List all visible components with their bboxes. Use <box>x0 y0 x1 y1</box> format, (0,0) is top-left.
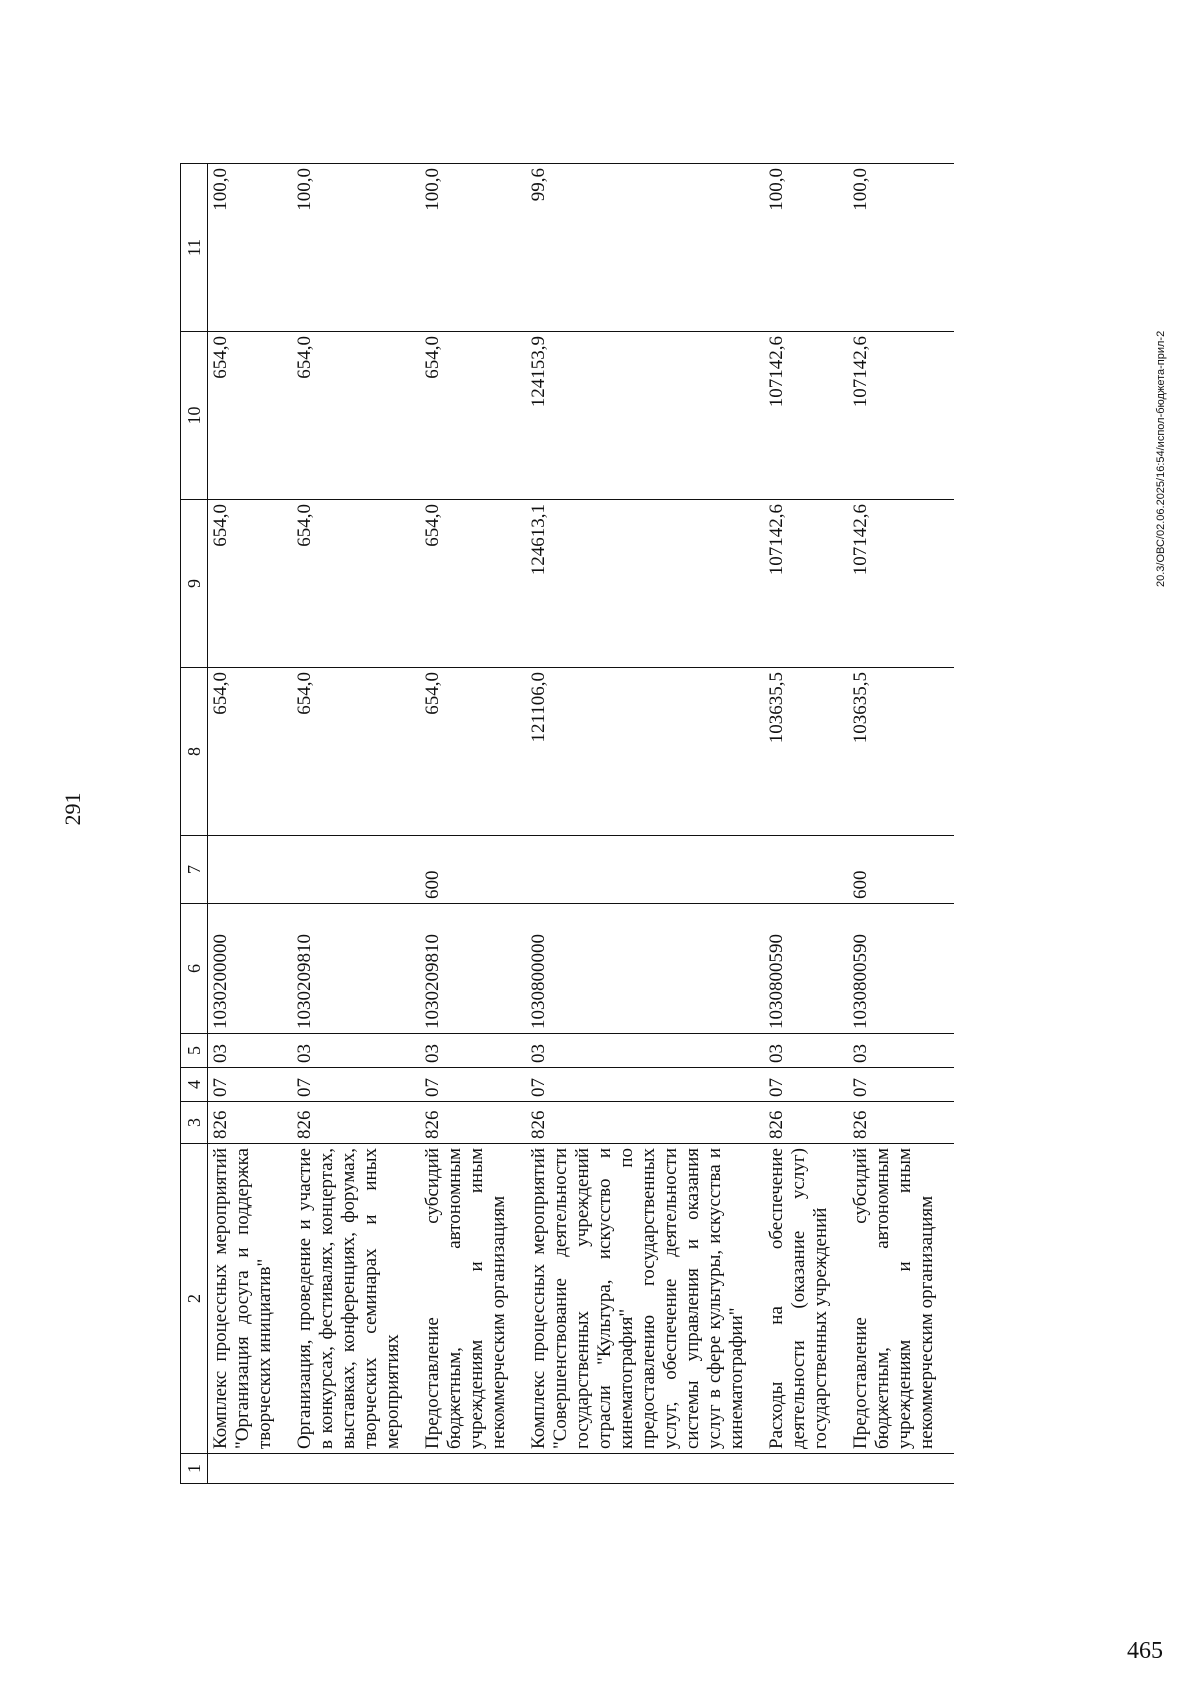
column-header: 8 <box>181 668 208 836</box>
value-8: 121106,0 <box>526 668 764 836</box>
code-6: 1030200000 <box>208 904 293 1034</box>
value-11: 99,6 <box>526 164 764 332</box>
table-row <box>764 164 848 1484</box>
value-10: 124153,9 <box>526 332 764 500</box>
column-header: 5 <box>181 1034 208 1068</box>
code-7 <box>764 836 848 904</box>
value-10: 654,0 <box>292 332 420 500</box>
value-10: 654,0 <box>208 332 293 500</box>
column-header: 6 <box>181 904 208 1034</box>
code-3: 826 <box>526 1102 764 1144</box>
code-5: 03 <box>764 1034 848 1068</box>
row-number <box>292 1454 420 1484</box>
row-name: Расходы на обеспечение деятельности (оказание услуг) государственных учреждений <box>764 1144 848 1454</box>
code-7 <box>292 836 420 904</box>
table-row <box>292 164 420 1484</box>
row-name: Предоставление субсидий бюджетным, автономным учреждениям и иным некоммерческим организациям <box>848 1144 954 1454</box>
table-row <box>526 164 764 1484</box>
table-row <box>420 164 526 1484</box>
value-10: 654,0 <box>420 332 526 500</box>
value-8: 654,0 <box>292 668 420 836</box>
value-9: 654,0 <box>420 500 526 668</box>
code-7: 600 <box>848 836 954 904</box>
code-3: 826 <box>848 1102 954 1144</box>
code-4: 07 <box>848 1068 954 1102</box>
row-number <box>848 1454 954 1484</box>
value-9: 654,0 <box>208 500 293 668</box>
code-6: 1030209810 <box>420 904 526 1034</box>
column-header: 7 <box>181 836 208 904</box>
row-name: Комплекс процессных мероприятий "Организация досуга и поддержка творческих инициатив" <box>208 1144 293 1454</box>
code-6: 1030209810 <box>292 904 420 1034</box>
document-reference: 20.3/ОВС/02.06.2025/16:54/испол-бюджета-прил-2 <box>1155 330 1167 587</box>
column-header: 10 <box>181 332 208 500</box>
value-10: 107142,6 <box>764 332 848 500</box>
code-7 <box>526 836 764 904</box>
value-11: 100,0 <box>208 164 293 332</box>
code-4: 07 <box>764 1068 848 1102</box>
value-9: 654,0 <box>292 500 420 668</box>
row-number <box>764 1454 848 1484</box>
code-4: 07 <box>526 1068 764 1102</box>
column-header: 1 <box>181 1454 208 1484</box>
table-row <box>848 164 954 1484</box>
code-3: 826 <box>764 1102 848 1144</box>
code-5: 03 <box>420 1034 526 1068</box>
code-6: 1030800590 <box>764 904 848 1034</box>
code-3: 826 <box>292 1102 420 1144</box>
value-11: 100,0 <box>420 164 526 332</box>
row-number <box>526 1454 764 1484</box>
code-4: 07 <box>208 1068 293 1102</box>
row-name: Предоставление субсидий бюджетным, автономным учреждениям и иным некоммерческим организациям <box>420 1144 526 1454</box>
value-9: 124613,1 <box>526 500 764 668</box>
budget-table <box>180 163 954 1484</box>
column-header: 2 <box>181 1144 208 1454</box>
table-row <box>208 164 293 1484</box>
code-5: 03 <box>208 1034 293 1068</box>
value-11: 100,0 <box>764 164 848 332</box>
value-9: 107142,6 <box>764 500 848 668</box>
value-8: 103635,5 <box>848 668 954 836</box>
table-header-row <box>181 164 208 1484</box>
row-name: Организация, проведение и участие в конкурсах, фестивалях, концертах, выставках, конференциях, форумах, творческих семинарах и иных мероприятиях <box>292 1144 420 1454</box>
code-5: 03 <box>848 1034 954 1068</box>
column-header: 4 <box>181 1068 208 1102</box>
page-number-bottom: 465 <box>1127 1638 1163 1664</box>
page-number-top: 291 <box>60 792 85 826</box>
column-header: 3 <box>181 1102 208 1144</box>
row-number <box>208 1454 293 1484</box>
value-11: 100,0 <box>848 164 954 332</box>
value-11: 100,0 <box>292 164 420 332</box>
code-6: 1030800000 <box>526 904 764 1034</box>
column-header: 9 <box>181 500 208 668</box>
row-name: Комплекс процессных мероприятий "Совершенствование деятельности государственных учреждений отрасли "Культура, искусство и кинематография" по предоставлению государственных услуг, обеспечение деятельности системы управления и оказания услуг в сфере культуры, искусства и кинематографии" <box>526 1144 764 1454</box>
column-header: 11 <box>181 164 208 332</box>
code-3: 826 <box>208 1102 293 1144</box>
value-8: 654,0 <box>208 668 293 836</box>
code-7 <box>208 836 293 904</box>
value-8: 654,0 <box>420 668 526 836</box>
code-5: 03 <box>526 1034 764 1068</box>
code-5: 03 <box>292 1034 420 1068</box>
value-10: 107142,6 <box>848 332 954 500</box>
code-4: 07 <box>420 1068 526 1102</box>
code-7: 600 <box>420 836 526 904</box>
code-3: 826 <box>420 1102 526 1144</box>
value-8: 103635,5 <box>764 668 848 836</box>
code-6: 1030800590 <box>848 904 954 1034</box>
value-9: 107142,6 <box>848 500 954 668</box>
code-4: 07 <box>292 1068 420 1102</box>
row-number <box>420 1454 526 1484</box>
